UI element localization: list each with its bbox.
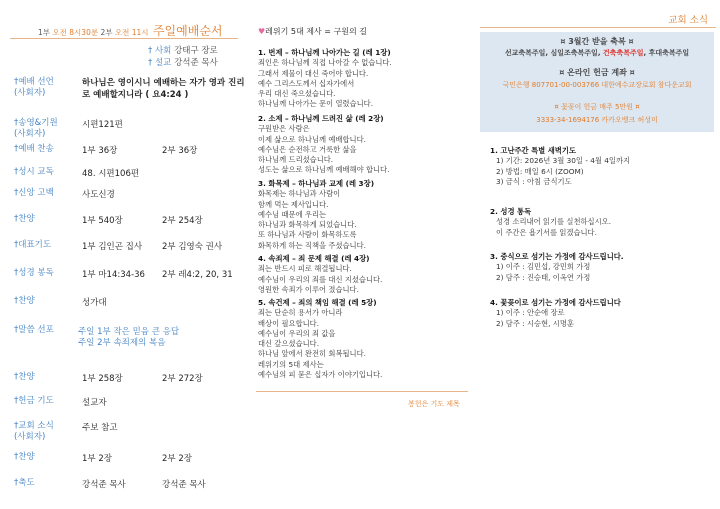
order-label: †찬양 — [14, 214, 35, 224]
order-value-2: 2부 레4:2, 20, 31 — [162, 270, 233, 280]
flower-account: 3333-34-1694176 카카오뱅크 허성미 — [536, 116, 658, 124]
service-header — [38, 22, 223, 39]
service-time-2: 오전 11시 — [114, 28, 149, 37]
flower-heading: ¤ 꽃꽂이 헌금 매주 5만원 ¤ — [554, 103, 640, 111]
order-label: †성경 봉독 — [14, 268, 54, 278]
order-value: 주보 참고 — [82, 423, 118, 433]
sermon-divider — [256, 391, 468, 392]
order-value: 1부 김인곤 집사 — [82, 242, 143, 252]
presider-name: 강태구 장로 — [174, 46, 218, 56]
order-value: 1부 2장 — [82, 454, 112, 464]
sermon-title-1: 주일 1부 작은 믿음 큰 응답 — [78, 327, 180, 337]
preacher-line — [148, 56, 218, 68]
sermon-section: 5. 속건제 – 죄의 책임 해결 (레 5장) 죄는 단순히 용서가 아니라 배상이 필요합니다. 예수님이 우리의 죄 값을 대신 갚으셨습니다. 하나님 앞에서 완전히 회복됩니다. — [258, 298, 468, 360]
news-item: 3. 중식으로 섬기는 가정에 감사드립니다. 1) 이주 : 김민섭, 강민희 가정 2) 담주 : 진승태, 이옥연 가정 — [490, 252, 715, 283]
sermon-heading: ♥레위기 5대 제사 = 구원의 길 — [258, 27, 367, 36]
blessing-heading: ¤ 3월간 받을 축복 ¤ — [560, 37, 634, 46]
sermon-section: 2. 소제 – 하나님께 드려진 삶 (레 2장) 구원받은 사람은 이제 삶으로 하나님께 예배합니다. 예수님은 순전하고 거룩한 삶을 하나님께 드리셨습니다. 성도는 삶으로 하나님께 예배해야 합니다. — [258, 114, 468, 176]
sermon-section: 3. 화목제 – 하나님과 교제 (레 3장) 화목제는 하나님과 사람이 함께 먹는 제사입니다. 예수님 때문에 우리는 하나님과 화목하게 되었습니다. 또 하나님과 사람이 화목하도록 화목하게 하는 직책을 주셨습니다. — [258, 179, 468, 251]
news-item: 2. 성경 통독 성경 소리내어 읽기를 실천하십시오. 이 주간은 욥기서를 읽겠습니다. — [490, 207, 715, 238]
order-value: 1부 마14:34-36 — [82, 270, 145, 280]
sermon-section: 1. 번제 – 하나님께 나아가는 길 (레 1장) 죄인은 하나님께 직접 나아갈 수 없습니다. 그래서 제물이 대신 죽어야 합니다. 예수 그리스도께서 십자가에서 우리 대신 죽으셨습니다. 하나님께 나아가는 문이 열렸습니다. — [258, 48, 468, 110]
order-label: †대표기도 — [14, 240, 52, 250]
order-label: †예배 찬송 — [14, 144, 54, 154]
service-mid: 2부 — [98, 28, 115, 37]
order-value: 시편121편 — [82, 120, 123, 130]
sermon-section: 4. 속죄제 – 죄 문제 해결 (레 4장) 죄는 반드시 피로 해결됩니다. 예수님이 우리의 죄를 대신 지셨습니다. 영원한 속죄가 이루어 졌습니다. — [258, 254, 468, 295]
preacher-name: 강석준 목사 — [174, 58, 218, 68]
sermon-conclusion: 레위기의 5대 제사는 예수님의 피 묻은 십자가 이야기입니다. — [258, 360, 383, 380]
order-label: †찬양 — [14, 452, 35, 462]
order-label: †성시 교독 — [14, 167, 54, 177]
order-value: 사도신경 — [82, 190, 115, 200]
offering-account: 국민은행 807701-00-003766 대한예수교장로회 참다운교회 — [502, 81, 692, 89]
order-value-2: 2부 김영숙 권사 — [162, 242, 223, 252]
section-title: 4. 속죄제 – 죄 문제 해결 (레 4장) — [258, 254, 370, 263]
page-title: 주일예배순서 — [152, 24, 223, 38]
news-title: 교회 소식 — [668, 15, 708, 26]
section-title: 2. 소제 – 하나님께 드려진 삶 (레 2장) — [258, 114, 384, 123]
offering-heading: ¤ 온라인 헌금 계좌 ¤ — [559, 68, 635, 77]
order-value: 48. 시편106편 — [82, 169, 140, 179]
section-title: 1. 번제 – 하나님께 나아가는 길 (레 1장) — [258, 48, 391, 57]
news-item-title: 1. 고난주간 특별 새벽기도 — [490, 146, 576, 155]
order-value: 강석준 목사 — [82, 480, 126, 490]
order-value-2: 2부 36장 — [162, 146, 198, 156]
news-item: 4. 꽃꽂이로 섬기는 가정에 감사드립니다 1) 이주 : 안순애 장로 2) 담주 : 시승현, 시명훈 — [490, 298, 715, 329]
order-label: †찬양 — [14, 372, 35, 382]
service-time-1: 오전 8시30분 — [52, 28, 99, 37]
header-divider — [10, 38, 238, 39]
heart-icon: ♥ — [258, 27, 266, 36]
order-of-worship — [0, 0, 245, 509]
preacher-label: † 설교 — [148, 58, 172, 68]
order-value: 하나님은 영이시니 예배하는 자가 영과 진리로 예배할지니라 ( 요4:24 ) — [82, 78, 245, 100]
presider-label: † 사회 — [148, 46, 172, 56]
sermon-title-2: 주일 2부 속죄제의 복음 — [78, 338, 166, 348]
order-label: †헌금 기도 — [14, 396, 54, 406]
sermon-notes — [248, 0, 470, 509]
order-value: 설교자 — [82, 398, 107, 408]
news-item-title: 3. 중식으로 섬기는 가정에 감사드립니다. — [490, 252, 624, 261]
news-item-title: 2. 성경 통독 — [490, 207, 532, 216]
closing-prayer: 봉헌은 기도 제목 — [408, 400, 460, 408]
announcement-box — [480, 32, 714, 132]
order-label: †송영&기원 (사회자) — [14, 118, 58, 139]
order-value-2: 2부 272장 — [162, 374, 203, 384]
order-value-2: 2부 254장 — [162, 216, 203, 226]
order-label: †말씀 선포 — [14, 325, 54, 335]
order-label: †찬양 — [14, 296, 35, 306]
order-value: 1부 540장 — [82, 216, 123, 226]
section-title: 5. 속건제 – 죄의 책임 해결 (레 5장) — [258, 298, 377, 307]
service-prefix: 1부 — [38, 28, 53, 37]
order-value: 성가대 — [82, 298, 107, 308]
news-item: 1. 고난주간 특별 새벽기도 1) 기간: 2026년 3월 30일 - 4월 4일까지 2) 방법: 매일 6시 (ZOOM) 3) 금식 : 아침 금식기도 — [490, 146, 715, 187]
blessing-list: 선교축복주일, 심일조축복주일, 건축축복주일, 후대축복주일 — [504, 49, 690, 57]
section-title: 3. 화목제 – 하나님과 교제 (레 3장) — [258, 179, 375, 188]
presider-line — [148, 44, 218, 56]
order-label: †축도 — [14, 478, 35, 488]
news-item-title: 4. 꽃꽂이로 섬기는 가정에 감사드립니다 — [490, 298, 621, 307]
order-label: †신앙 고백 — [14, 188, 54, 198]
order-value-2: 강석준 목사 — [162, 480, 206, 490]
order-label: †교회 소식 (사회자) — [14, 421, 54, 442]
order-label: †예배 선언 (사회자) — [14, 77, 54, 98]
order-value: 1부 258장 — [82, 374, 123, 384]
news-divider — [480, 27, 716, 28]
order-value: 1부 36장 — [82, 146, 118, 156]
order-value-2: 2부 2장 — [162, 454, 192, 464]
church-news — [480, 0, 720, 509]
